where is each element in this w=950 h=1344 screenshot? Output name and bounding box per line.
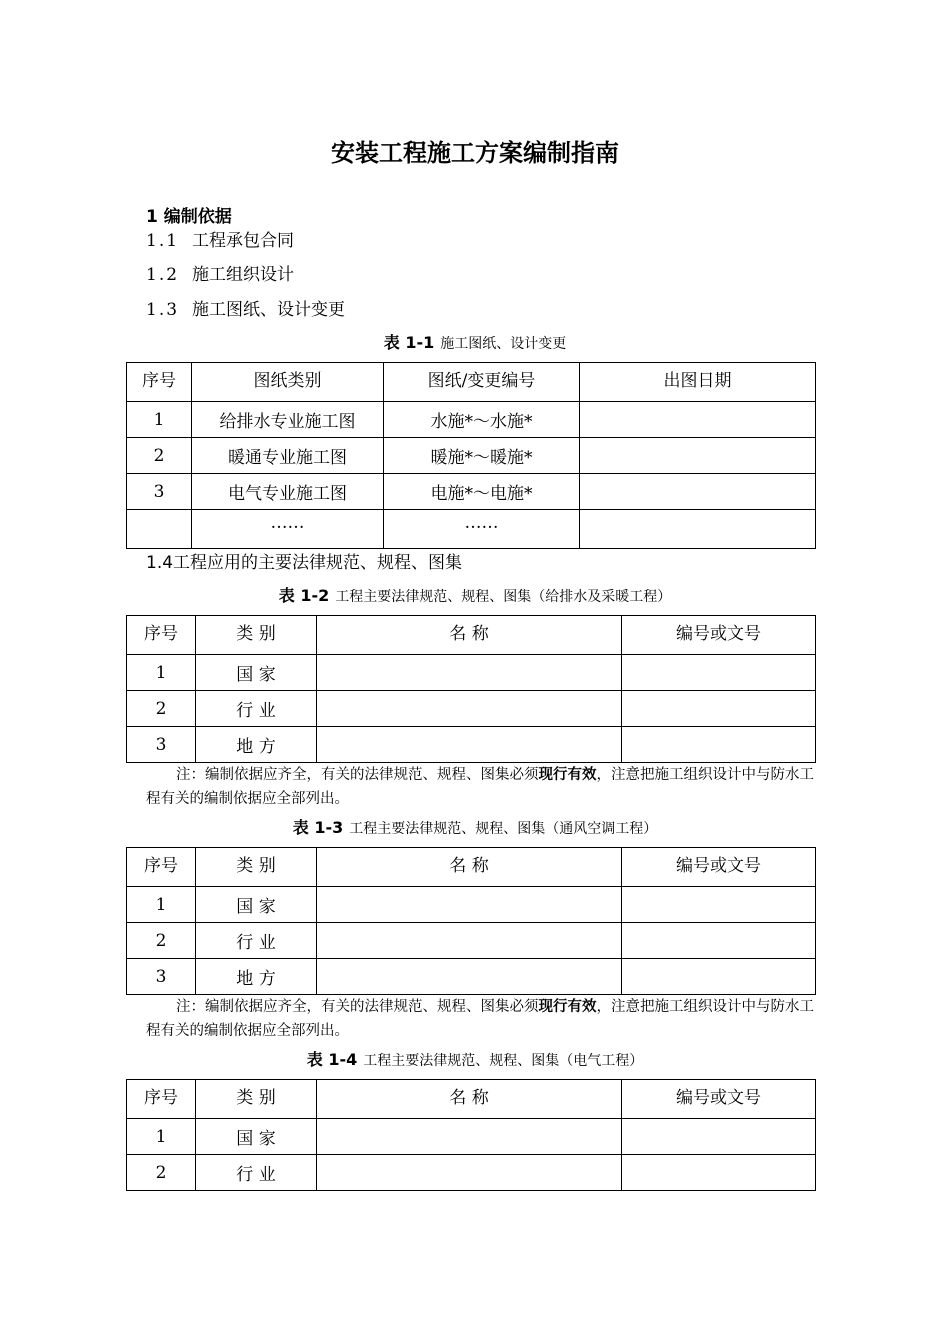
item-text: 工程承包合同 [192, 231, 294, 251]
note-text: 注：编制依据应齐全，有关的法律规范、规程、图集必须 [176, 999, 539, 1015]
table-cell [317, 887, 622, 923]
table-cell [580, 402, 816, 438]
document-title: 安装工程施工方案编制指南 [331, 139, 619, 167]
table-cell: 1 [127, 402, 192, 438]
note-text: ，注意把施工组织设计中与防水工程有关的编制依据应全部列出。 [146, 999, 814, 1039]
table-row [127, 691, 816, 727]
table-cell [580, 438, 816, 474]
table-cell: 1 [127, 1119, 196, 1155]
table-row [127, 474, 816, 510]
table-cell [622, 655, 816, 691]
table-cell [317, 655, 622, 691]
note-text: 注：编制依据应齐全，有关的法律规范、规程、图集必须 [176, 767, 539, 783]
table-header-row [127, 1080, 816, 1119]
table-cell [622, 691, 816, 727]
table-row [127, 510, 816, 549]
item-number: 1.3 [146, 300, 180, 320]
caption-text: 工程主要法律规范、规程、图集（给排水及采暖工程） [335, 589, 672, 605]
header-cell: 图纸类别 [192, 363, 384, 402]
table-cell: 地 方 [196, 959, 317, 995]
header-cell: 类 别 [196, 848, 317, 887]
table-cell [622, 887, 816, 923]
header-cell: 类 别 [196, 1080, 317, 1119]
table-cell: 国 家 [196, 655, 317, 691]
table-cell: 3 [127, 727, 196, 763]
note-paragraph [146, 763, 826, 811]
table-cell: 电气专业施工图 [192, 474, 384, 510]
table-caption [0, 330, 950, 353]
table-cell [317, 959, 622, 995]
item-text: 施工组织设计 [192, 265, 294, 285]
regulations-table-plumbing [126, 615, 816, 763]
header-cell: 类 别 [196, 616, 317, 655]
table-row [127, 923, 816, 959]
item-text: 施工图纸、设计变更 [192, 300, 345, 320]
table-cell: 2 [127, 438, 192, 474]
table-cell: 行 业 [196, 923, 317, 959]
header-cell: 编号或文号 [622, 1080, 816, 1119]
table-row [127, 1155, 816, 1191]
caption-text: 施工图纸、设计变更 [440, 336, 567, 352]
table-cell [317, 923, 622, 959]
table-row [127, 402, 816, 438]
table-cell [317, 727, 622, 763]
table-cell [622, 727, 816, 763]
table-cell: 国 家 [196, 887, 317, 923]
table-cell: 给排水专业施工图 [192, 402, 384, 438]
table-row [127, 655, 816, 691]
table-header-row [127, 848, 816, 887]
list-item [146, 295, 345, 320]
table-cell: 2 [127, 923, 196, 959]
table-cell: 2 [127, 1155, 196, 1191]
table-cell [622, 959, 816, 995]
header-cell: 序号 [127, 1080, 196, 1119]
table-cell: 行 业 [196, 691, 317, 727]
caption-text: 工程主要法律规范、规程、图集（电气工程） [363, 1053, 644, 1069]
table-cell [622, 1155, 816, 1191]
table-cell: 行 业 [196, 1155, 317, 1191]
table-header-row [127, 363, 816, 402]
table-caption [0, 815, 950, 838]
table-cell: 3 [127, 959, 196, 995]
caption-number: 表 1-2 [278, 586, 330, 605]
section-heading: 1 编制依据 [146, 207, 232, 227]
header-cell: 名 称 [317, 616, 622, 655]
header-cell: 图纸/变更编号 [384, 363, 580, 402]
table-caption [0, 583, 950, 606]
note-emphasis: 现行有效 [538, 998, 597, 1015]
table-cell: 2 [127, 691, 196, 727]
list-item [146, 226, 294, 251]
table-cell: 地 方 [196, 727, 317, 763]
regulations-table-electrical [126, 1079, 816, 1191]
table-cell: 3 [127, 474, 192, 510]
header-cell: 序号 [127, 363, 192, 402]
caption-number: 表 1-3 [292, 818, 344, 837]
item-number: 1.1 [146, 231, 180, 251]
table-row [127, 438, 816, 474]
caption-number: 表 1-4 [306, 1050, 358, 1069]
header-cell: 名 称 [317, 848, 622, 887]
table-cell [622, 923, 816, 959]
header-cell: 编号或文号 [622, 616, 816, 655]
table-cell [317, 1119, 622, 1155]
table-cell: 电施*～电施* [384, 474, 580, 510]
table-cell [622, 1119, 816, 1155]
note-paragraph [146, 995, 826, 1043]
drawings-table [126, 362, 816, 549]
table-row [127, 1119, 816, 1155]
section-heading: 1.4工程应用的主要法律规范、规程、图集 [146, 553, 463, 573]
header-cell: 出图日期 [580, 363, 816, 402]
header-cell: 名 称 [317, 1080, 622, 1119]
table-caption [0, 1047, 950, 1070]
header-cell: 序号 [127, 848, 196, 887]
item-number: 1.2 [146, 265, 180, 285]
note-emphasis: 现行有效 [538, 766, 597, 783]
table-row [127, 727, 816, 763]
table-header-row [127, 616, 816, 655]
caption-text: 工程主要法律规范、规程、图集（通风空调工程） [349, 821, 658, 837]
table-row [127, 959, 816, 995]
table-cell: 暖通专业施工图 [192, 438, 384, 474]
table-cell [127, 510, 192, 549]
table-cell: …… [192, 510, 384, 549]
table-cell: …… [384, 510, 580, 549]
table-cell: 1 [127, 887, 196, 923]
table-cell [317, 1155, 622, 1191]
header-cell: 编号或文号 [622, 848, 816, 887]
list-item [146, 260, 294, 285]
table-cell [580, 510, 816, 549]
table-cell: 暖施*～暖施* [384, 438, 580, 474]
regulations-table-hvac [126, 847, 816, 995]
table-row [127, 887, 816, 923]
caption-number: 表 1-1 [383, 333, 435, 352]
table-cell: 国 家 [196, 1119, 317, 1155]
header-cell: 序号 [127, 616, 196, 655]
table-cell: 水施*～水施* [384, 402, 580, 438]
table-cell [317, 691, 622, 727]
table-cell [580, 474, 816, 510]
note-text: ，注意把施工组织设计中与防水工程有关的编制依据应全部列出。 [146, 767, 814, 807]
table-cell: 1 [127, 655, 196, 691]
